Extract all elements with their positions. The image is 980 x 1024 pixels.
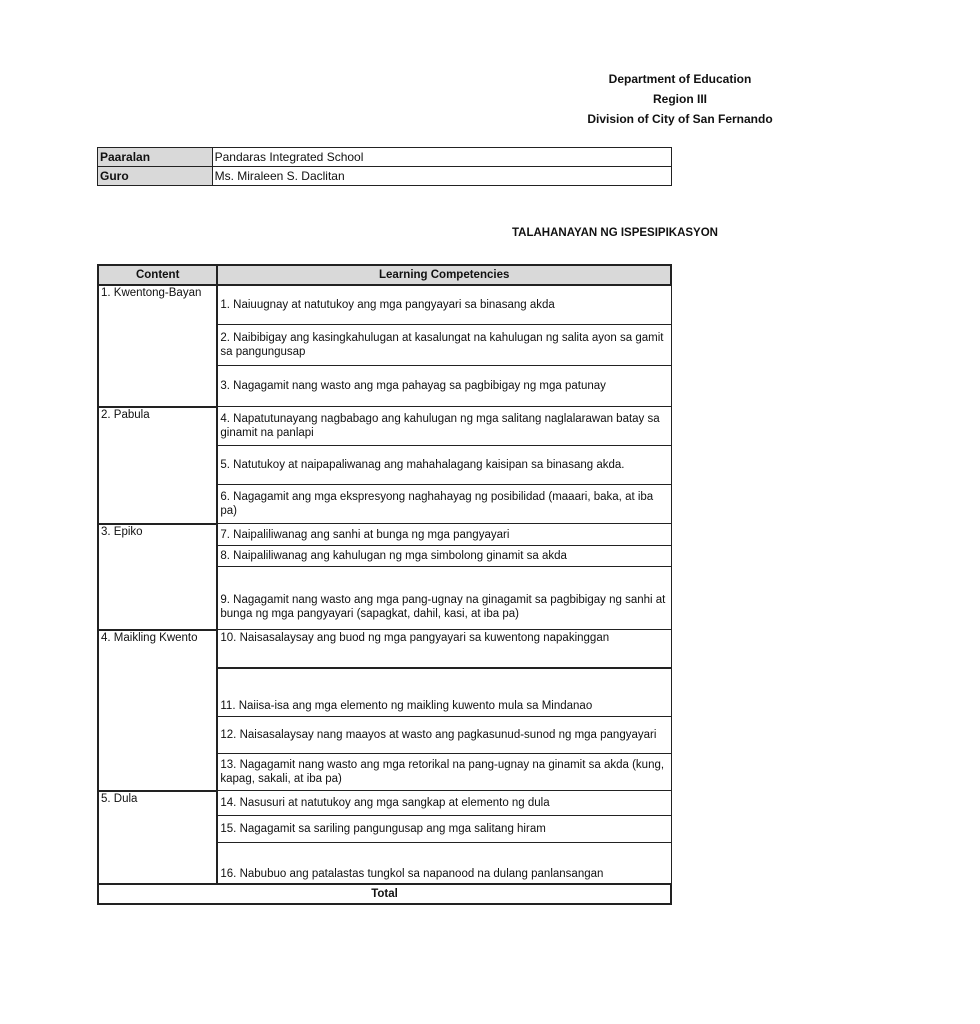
competency-cell[interactable]: 6. Nagagamit ang mga ekspresyong naghahayag ng posibilidad (maaari, baka, at iba pa) [217, 485, 671, 524]
table-row [98, 285, 671, 325]
content-cell[interactable]: 5. Dula [98, 791, 217, 885]
content-column-header[interactable]: Content [98, 265, 217, 285]
teacher-value[interactable]: Ms. Miraleen S. Daclitan [212, 167, 671, 186]
competency-cell[interactable]: 13. Nagagamit nang wasto ang mga retorikal na pang-ugnay na ginamit sa akda (kung, kapag, sakali, at iba pa) [217, 754, 671, 791]
table-row [98, 791, 671, 816]
table-title: TALAHANAYAN NG ISPESIPIKASYON [512, 227, 718, 239]
table-row [98, 630, 671, 668]
content-cell[interactable]: 4. Maikling Kwento [98, 630, 217, 791]
competency-cell[interactable]: 2. Naibibigay ang kasingkahulugan at kasalungat na kahulugan ng salita ayon sa gamit sa pangungusap [217, 325, 671, 366]
competencies-table [97, 264, 672, 905]
competencies-column-header[interactable]: Learning Competencies [217, 265, 671, 285]
competency-cell[interactable]: 9. Nagagamit nang wasto ang mga pang-ugnay na ginagamit sa pagbibigay ng sanhi at bunga ng mga pangyayari (sapagkat, dahil, kasi, at iba pa) [217, 567, 671, 630]
school-row [98, 148, 672, 167]
competency-cell[interactable]: 8. Naipaliliwanag ang kahulugan ng mga simbolong ginamit sa akda [217, 546, 671, 567]
school-info-table [97, 147, 672, 186]
content-cell[interactable]: 1. Kwentong-Bayan [98, 285, 217, 407]
competency-cell[interactable]: 16. Nabubuo ang patalastas tungkol sa napanood na dulang panlansangan [217, 843, 671, 885]
competency-cell[interactable]: 3. Nagagamit nang wasto ang mga pahayag sa pagbibigay ng mga patunay [217, 366, 671, 407]
teacher-row [98, 167, 672, 186]
total-label[interactable]: Total [98, 884, 671, 904]
competency-cell[interactable]: 1. Naiuugnay at natutukoy ang mga pangyayari sa binasang akda [217, 285, 671, 325]
school-value[interactable]: Pandaras Integrated School [212, 148, 671, 167]
competency-cell[interactable]: 10. Naisasalaysay ang buod ng mga pangyayari sa kuwentong napakinggan [217, 630, 671, 668]
teacher-label[interactable]: Guro [98, 167, 213, 186]
competency-cell[interactable]: 7. Naipaliliwanag ang sanhi at bunga ng mga pangyayari [217, 524, 671, 546]
division-heading: Division of City of San Fernando [587, 112, 773, 126]
table-header-row [98, 265, 671, 285]
competency-cell[interactable]: 4. Napatutunayang nagbabago ang kahulugan ng mga salitang naglalarawan batay sa ginamit na panlapi [217, 407, 671, 446]
competency-cell[interactable]: 15. Nagagamit sa sariling pangungusap ang mga salitang hiram [217, 816, 671, 843]
table-row [98, 524, 671, 546]
competency-cell[interactable]: 11. Naiisa-isa ang mga elemento ng maikling kuwento mula sa Mindanao [217, 669, 671, 717]
region-heading: Region III [653, 92, 707, 106]
department-heading: Department of Education [608, 72, 752, 86]
total-row [98, 884, 671, 904]
competency-cell[interactable]: 5. Natutukoy at naipapaliwanag ang mahahalagang kaisipan sa binasang akda. [217, 446, 671, 485]
content-cell[interactable]: 3. Epiko [98, 524, 217, 630]
school-label[interactable]: Paaralan [98, 148, 213, 167]
table-row [98, 407, 671, 446]
competency-cell[interactable]: 14. Nasusuri at natutukoy ang mga sangkap at elemento ng dula [217, 791, 671, 816]
content-cell[interactable]: 2. Pabula [98, 407, 217, 524]
competency-cell[interactable]: 12. Naisasalaysay nang maayos at wasto ang pagkasunud-sunod ng mga pangyayari [217, 717, 671, 754]
